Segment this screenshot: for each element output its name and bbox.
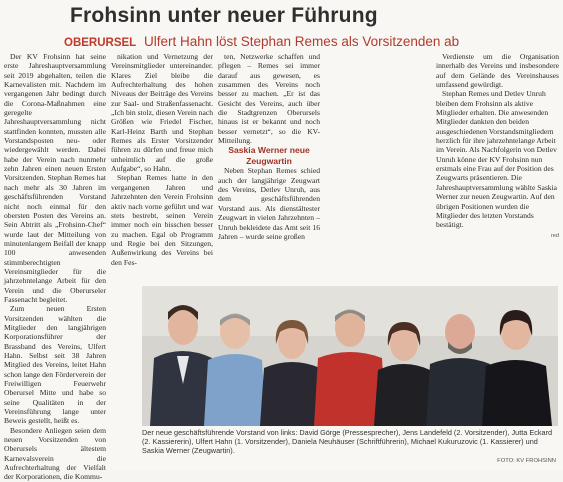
photo-illustration [142,286,558,426]
column-5 [436,52,559,314]
subheadline [64,34,459,49]
paragraph: Neben Stephan Remes schied auch der langjährige Zeugwart des Vereins, Detlev Unruh, aus dem geschäftsführenden Vorstand aus. Als dienstältester Zeugwart in vielen Jahrzehnten – Unruh bekleidete das Amt seit 16 Jahren – wurde seine großen [218,166,320,241]
paragraph: Stephan Remes und Detlev Unruh bleiben dem Frohsinn als aktive Mitglieder erhalten. Die anwesenden Mitglieder dankten den beiden ausgeschiedenen Vorstandsmitgliedern herzlich für ihre jahrzehntelange Arbeit im Verein. Als Nachfolgerin von Detlev Unruh könne der KV Frohsinn nun erstmals eine Frau auf der Position des Zeugwarts präsentieren. Die Jahreshauptversammlung wählte Saskia Werner zur neuen Zeugwartin. Auf den übrigen Positionen wurden die Mitglieder des letzten Vorstands bestätigt. [436,89,558,230]
column-1 [4,52,106,482]
group-photo [142,286,558,426]
paragraph: Verdienste um die Organisation innerhalb des Vereins und insbesondere auf dem Gelände des Vereinshauses umfassend gewürdigt. [436,52,559,90]
paragraph: nikation und Vernetzung der Vereinsmitglieder untereinander. Klares Ziel bleibe die Aufrechterhaltung des hohen Niveaus der Beiträge des Vereins zur Saal- und Straßenfassenacht. „Ich bin stolz, diesen Verein nach Größen wie Friedel Fischer, Karl-Heinz Barth und Stephan Remes als Erster Vorsitzender führen zu dürfen und freue mich unheimlich auf die große Aufgabe“, so Hahn. [111,52,213,174]
paragraph: Zum neuen Ersten Vorsitzenden wählten die Mitglieder den langjährigen Korporationsführer der Brassband des Vereins, Ulfert Hahn. Selbst seit 38 Jahren Mitglied des Vereins, leitet Hahn schon lange den Förderverein der Freiwilligen Feuerwehr Oberursel Mitte und habe so seine Qualitäten in der Vereinsführung lange unter Beweis gestellt, heißt es. [4,304,106,426]
headline: Frohsinn unter neuer Führung [70,4,378,27]
paragraph: Der KV Frohsinn hat seine erste Jahreshauptversammlung seit 2019 abgehalten, teilen die Karnevalisten mit. Nachdem im vergangenen Jahr bedingt durch die Corona-Maßnahmen eine geregelte Jahreshauptversammlung nicht stattfinden konnten, mussten alle Vorstandsposten neu- oder wiedergewählt werden. Dabei habe der Verein nach nunmehr zehn Jahren einen neuen Ersten Vorsitzenden. Stephan Remes hat nach mehr als 30 Jahren im geschäftsführenden Vorstand nicht noch einmal für den obersten Posten des Vereins an. Sein Abtritt als „Frohsinn-Chef“ wurde laut der Mitteilung von minutenlangem Beifall der knapp 100 anwesenden stimmberechtigten Vereinsmitglieder für die jahrzehntelange Arbeit für den Verein und die Oberurseler Fassenacht begleitet. [4,52,106,304]
caption-text: Der neue geschäftsführende Vorstand von links: David Görge (Pressesprecher), Jens Landefeld (2. Vorsitzender), Jutta Eckard (2. Kassiererin), Ulfert Hahn (1. Vorsitzender), Daniela Neuhäuser (Schriftführerin), Michael Kukuruzovic (1. Kassierer) und Saskia Werner (Zeugwartin). [142,428,553,455]
deck: Ulfert Hahn löst Stephan Remes als Vorsitzenden ab [143,34,460,49]
photo-credit: FOTO: KV FROHSINN [497,458,556,464]
author-line [436,230,559,241]
author-tag: red [551,232,559,239]
dateline-location: OBERURSEL [64,37,137,49]
paragraph: ten, Netzwerke schaffen und pflegen – Remes sei immer darauf aus gewesen, es zusammen des Vereins noch besser zu machen. „Er ist das Gesicht des Vereins, auch über die Stadtgrenzen Oberursels hinaus ist er bekannt und noch besser vernetzt“, so die KV-Mitteilung. [218,52,320,146]
paragraph: Besondere Anliegen seien dem neuen Vorsitzenden von Oberursels ältestem Karnevalsverein die Aufrechterhaltung der Vielfalt der Korporationen, die Kommu- [4,425,106,482]
paragraph: Stephan Remes hatte in den vergangenen Jahren und Jahrzehnten den Verein Frohsinn aktiv nach vorne geführt und war stets bestrebt, seinen Verein immer noch ein bisschen besser zu machen. Egal ob Programm und Regie bei den Sitzungen, Außenwirkung des Vereins bei den Fes- [111,173,213,267]
photo-caption [142,428,558,468]
column-2 [111,52,213,314]
column-3 [218,52,320,314]
section-subhead: Saskia Werner neue Zeugwartin [228,145,310,166]
